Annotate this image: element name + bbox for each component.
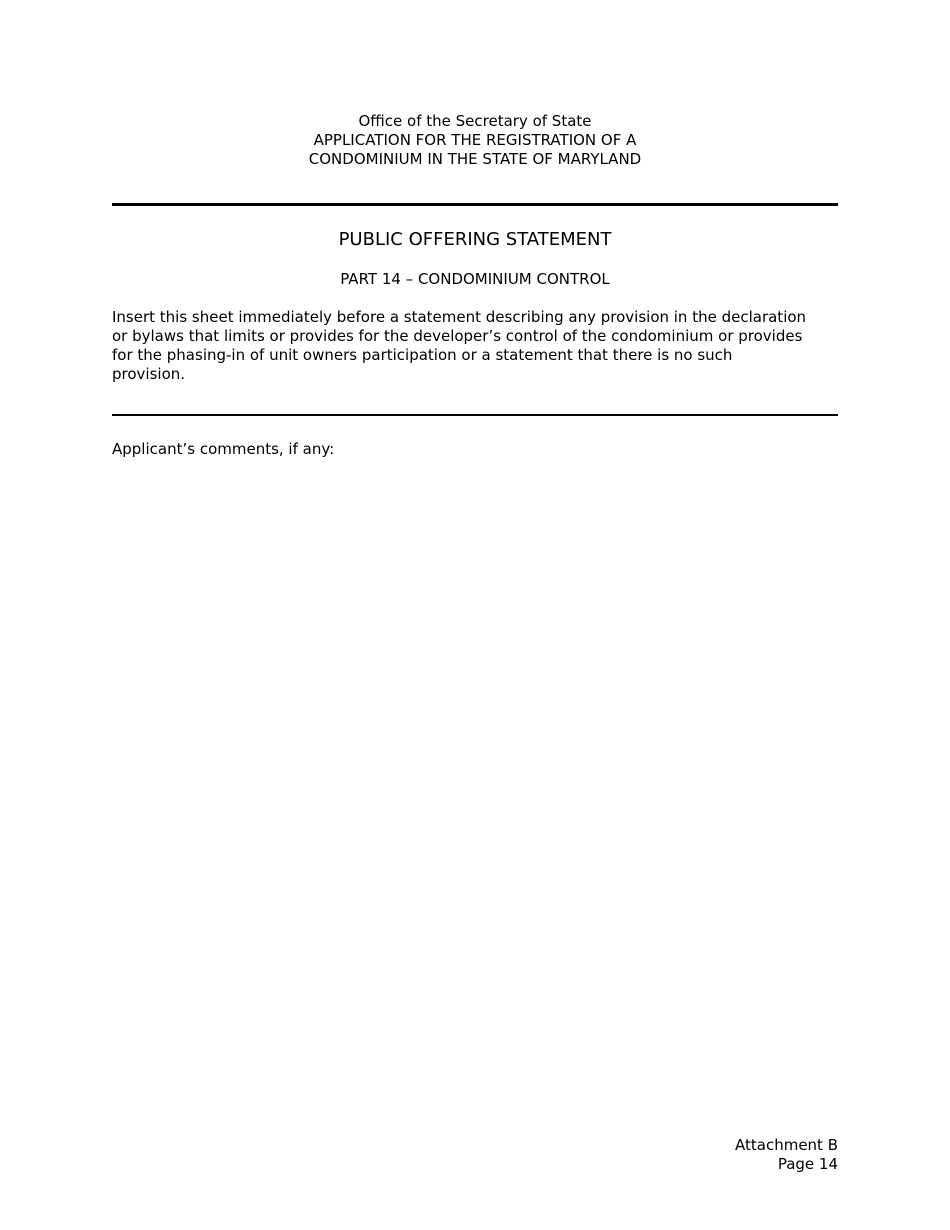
instruction-line: for the phasing-in of unit owners participation or a statement that there is no such — [112, 346, 733, 364]
instruction-line: provision. — [112, 365, 186, 383]
header-application-title: APPLICATION FOR THE REGISTRATION OF A — [313, 131, 637, 149]
header-application-subtitle: CONDOMINIUM IN THE STATE OF MARYLAND — [308, 150, 642, 168]
page-footer — [735, 1136, 838, 1174]
instruction-line: or bylaws that limits or provides for the developer’s control of the condominium or provides — [112, 327, 803, 345]
document-header — [0, 112, 950, 169]
part-title: PART 14 – CONDOMINIUM CONTROL — [340, 270, 610, 288]
instruction-line: Insert this sheet immediately before a statement describing any provision in the declaration — [112, 308, 807, 326]
section-title: PUBLIC OFFERING STATEMENT — [338, 229, 612, 250]
instruction-text — [112, 308, 838, 384]
section-divider — [112, 414, 838, 416]
footer-attachment: Attachment B — [735, 1136, 838, 1154]
footer-page-number: Page 14 — [777, 1155, 838, 1173]
header-divider — [112, 203, 838, 206]
comments-label: Applicant’s comments, if any: — [112, 440, 335, 458]
header-office: Office of the Secretary of State — [358, 112, 592, 130]
